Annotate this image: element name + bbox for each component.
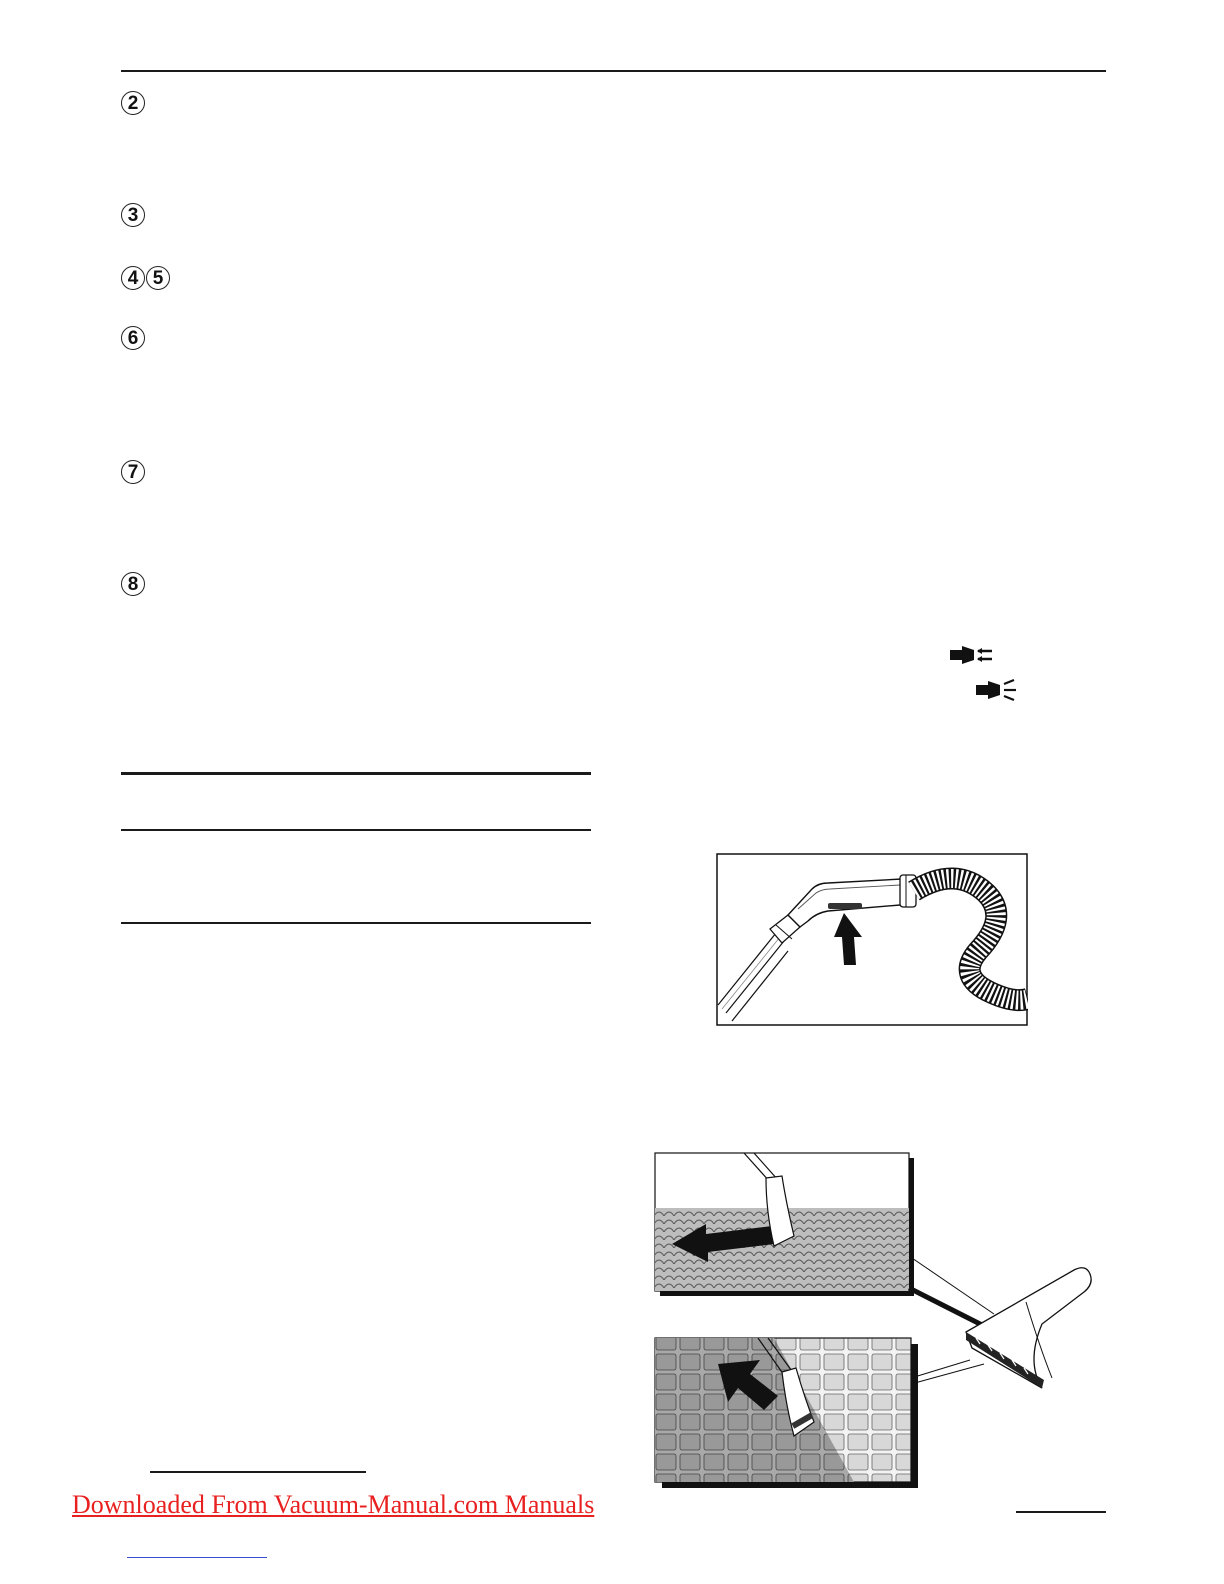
footer-rule-right [1016,1511,1106,1513]
spray-fan-icon [976,678,1022,702]
step-marker-8 [121,572,145,596]
carpet-panel [655,1153,914,1296]
step-number: 8 [121,572,145,596]
section-rule-bottom [121,922,591,924]
step-marker-4-5 [121,266,170,290]
step-marker-2 [121,91,145,115]
step-number: 3 [121,203,145,227]
step-marker-6 [121,326,145,350]
step-number: 4 [121,266,145,290]
footer-rule-blue [127,1557,267,1558]
large-nozzle [966,1268,1091,1388]
section-rule-middle [121,829,591,831]
hose-handle-trigger-figure [716,853,1028,1026]
step-marker-3 [121,203,145,227]
upholstery-nozzle-figure [654,1152,1094,1492]
spray-jet-icon [950,644,996,666]
tile-panel [655,1338,918,1488]
download-source-link[interactable]: Downloaded From Vacuum-Manual.com Manuals [72,1490,595,1519]
step-number: 2 [121,91,145,115]
section-rule-top [121,772,591,775]
trigger-button [828,903,862,909]
step-marker-7 [121,460,145,484]
step-number: 5 [146,266,170,290]
footer-rule-left [150,1471,366,1473]
step-number: 7 [121,460,145,484]
step-number: 6 [121,326,145,350]
header-rule [121,70,1106,72]
